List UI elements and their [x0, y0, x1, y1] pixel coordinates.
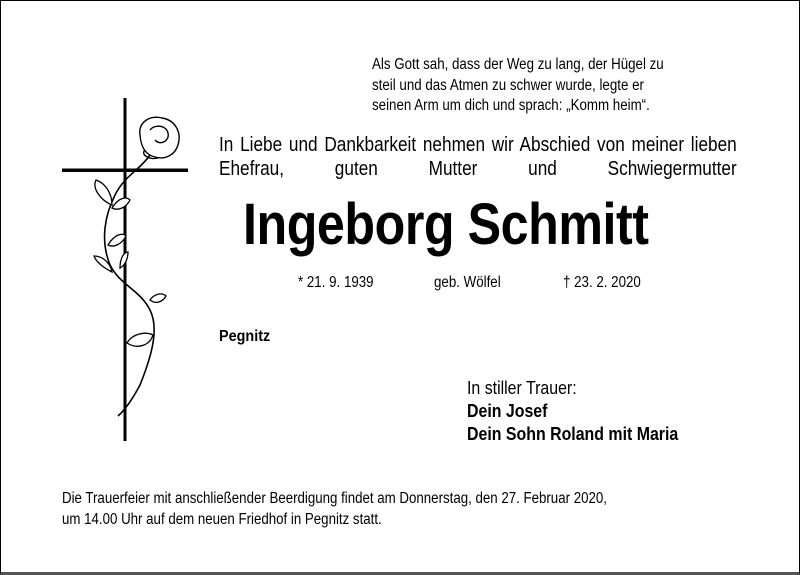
funeral-info	[62, 489, 607, 530]
maiden-name: geb. Wölfel	[434, 274, 501, 291]
rose-leaves	[94, 180, 166, 346]
farewell-intro: In Liebe und Dankbarkeit nehmen wir Abschied von meiner lieben Ehefrau, guten Mutter und Schwiegermutter	[219, 134, 737, 180]
mourner-name: Dein Josef	[467, 400, 548, 421]
birth-date: * 21. 9. 1939	[298, 274, 374, 291]
funeral-info-line: um 14.00 Uhr auf dem neuen Friedhof in Pegnitz statt.	[62, 510, 382, 528]
quote-text	[372, 55, 664, 117]
cross-vertical-beam	[124, 98, 127, 441]
mourner-name: Dein Sohn Roland mit Maria	[467, 423, 679, 444]
funeral-info-line: Die Trauerfeier mit anschließender Beerdigung findet am Donnerstag, den 27. Februar 2020,	[62, 490, 607, 507]
cross-with-rose-icon	[0, 0, 200, 450]
place: Pegnitz	[219, 328, 271, 345]
rose-stem	[105, 155, 155, 416]
quote-line: Als Gott sah, dass der Weg zu lang, der Hügel zu	[372, 56, 664, 73]
quote-line: seinen Arm um dich und sprach: „Komm heim“.	[372, 97, 650, 114]
rose-flower	[140, 117, 179, 158]
deceased-name: Ingeborg Schmitt	[243, 192, 649, 257]
cross-horizontal-beam	[62, 169, 188, 173]
mourners	[467, 376, 678, 445]
death-date: † 23. 2. 2020	[563, 274, 641, 291]
mourners-heading: In stiller Trauer:	[467, 377, 577, 398]
quote-line: steil und das Atmen zu schwer wurde, legte er	[372, 76, 644, 94]
